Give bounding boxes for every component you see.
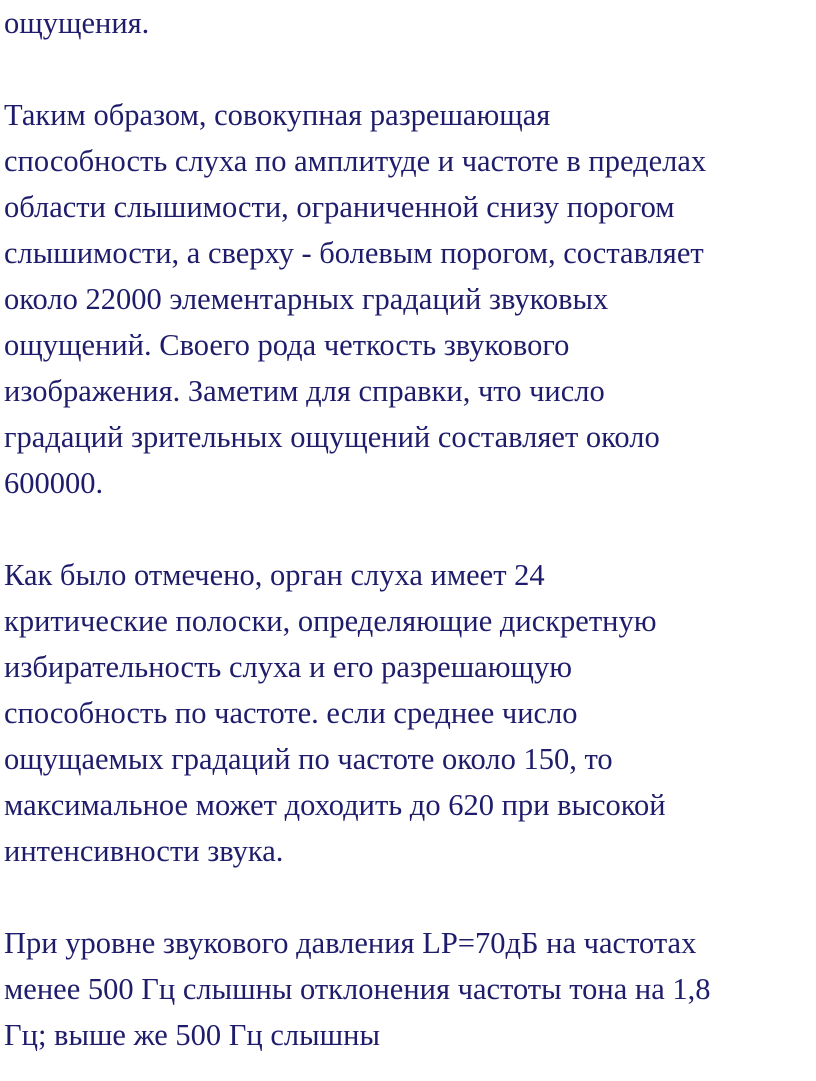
paragraph-gap [4,506,812,552]
text-line: ощущений. Своего рода четкость звукового [4,328,570,362]
text-line: 600000. [4,466,104,500]
text-line: критические полоски, определяющие дискретную [4,604,657,638]
text-line: интенсивности звука. [4,834,284,868]
fragment-line: ощущения. [4,6,150,40]
text-line: менее 500 Гц слышны отклонения частоты тона на 1,8 [4,972,711,1006]
document-body [4,0,812,1058]
paragraph-1 [4,92,812,506]
text-line: способность по частоте. если среднее число [4,696,578,730]
text-line: Как было отмечено, орган слуха имеет 24 [4,558,545,592]
text-line: около 22000 элементарных градаций звуковых [4,282,609,316]
text-line: При уровне звукового давления LP=70дБ на частотах [4,926,697,960]
text-line: Гц; выше же 500 Гц слышны [4,1018,380,1052]
paragraph-gap [4,46,812,92]
text-line: максимальное может доходить до 620 при высокой [4,788,666,822]
paragraph-3 [4,920,812,1058]
text-line: градаций зрительных ощущений составляет около [4,420,660,454]
paragraph-2 [4,552,812,874]
text-line: Таким образом, совокупная разрешающая [4,98,551,132]
text-line: изображения. Заметим для справки, что число [4,374,605,408]
text-line: ощущаемых градаций по частоте около 150, то [4,742,613,776]
text-line: способность слуха по амплитуде и частоте в пределах [4,144,707,178]
text-line: области слышимости, ограниченной снизу порогом [4,190,675,224]
text-line: избирательность слуха и его разрешающую [4,650,573,684]
text-line: слышимости, а сверху - болевым порогом, составляет [4,236,704,270]
paragraph-gap [4,874,812,920]
